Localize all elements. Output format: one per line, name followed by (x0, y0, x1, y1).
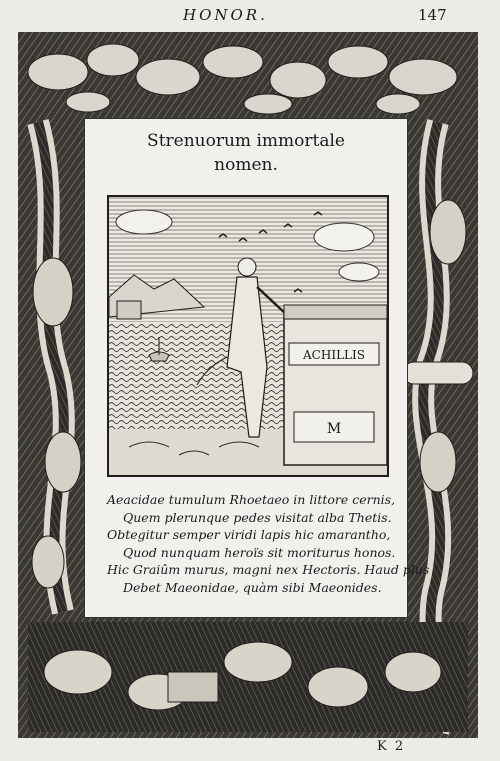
running-title: HONOR. (183, 6, 268, 24)
emblem-panel (84, 118, 430, 618)
verse-line-2: Quem plerunque pedes visitat alba Thetis. (123, 509, 392, 525)
woodcut-illustration (107, 195, 389, 477)
verse-line-5: Hic Graiûm murus, magni nex Hectoris. Haud plus (107, 562, 430, 577)
tomb-letter: M (326, 421, 342, 437)
ornamental-border (18, 32, 478, 738)
tomb-inscription: ACHILLIS (303, 348, 365, 362)
verse-line-3: Obtegitur semper viridi lapis hic amarantho, (107, 527, 391, 542)
page-number: 147 (418, 6, 447, 24)
motto-line-1: Strenuorum immortale (147, 131, 345, 151)
motto-line-2: nomen. (214, 155, 278, 175)
emblem-motto (85, 129, 407, 177)
woodcut-scene-art (109, 197, 387, 475)
verse-line-1: Aeacidae tumulum Rhoetaeo in littore cernis, (107, 492, 396, 507)
verse-line-6: Debet Maeonidae, quàm sibi Maeonides. (123, 579, 382, 595)
emblem-verse (107, 491, 430, 596)
verse-line-4: Quod nunquam heroïs sit moriturus honos. (123, 544, 396, 560)
signature-mark: K 2 (377, 739, 406, 754)
